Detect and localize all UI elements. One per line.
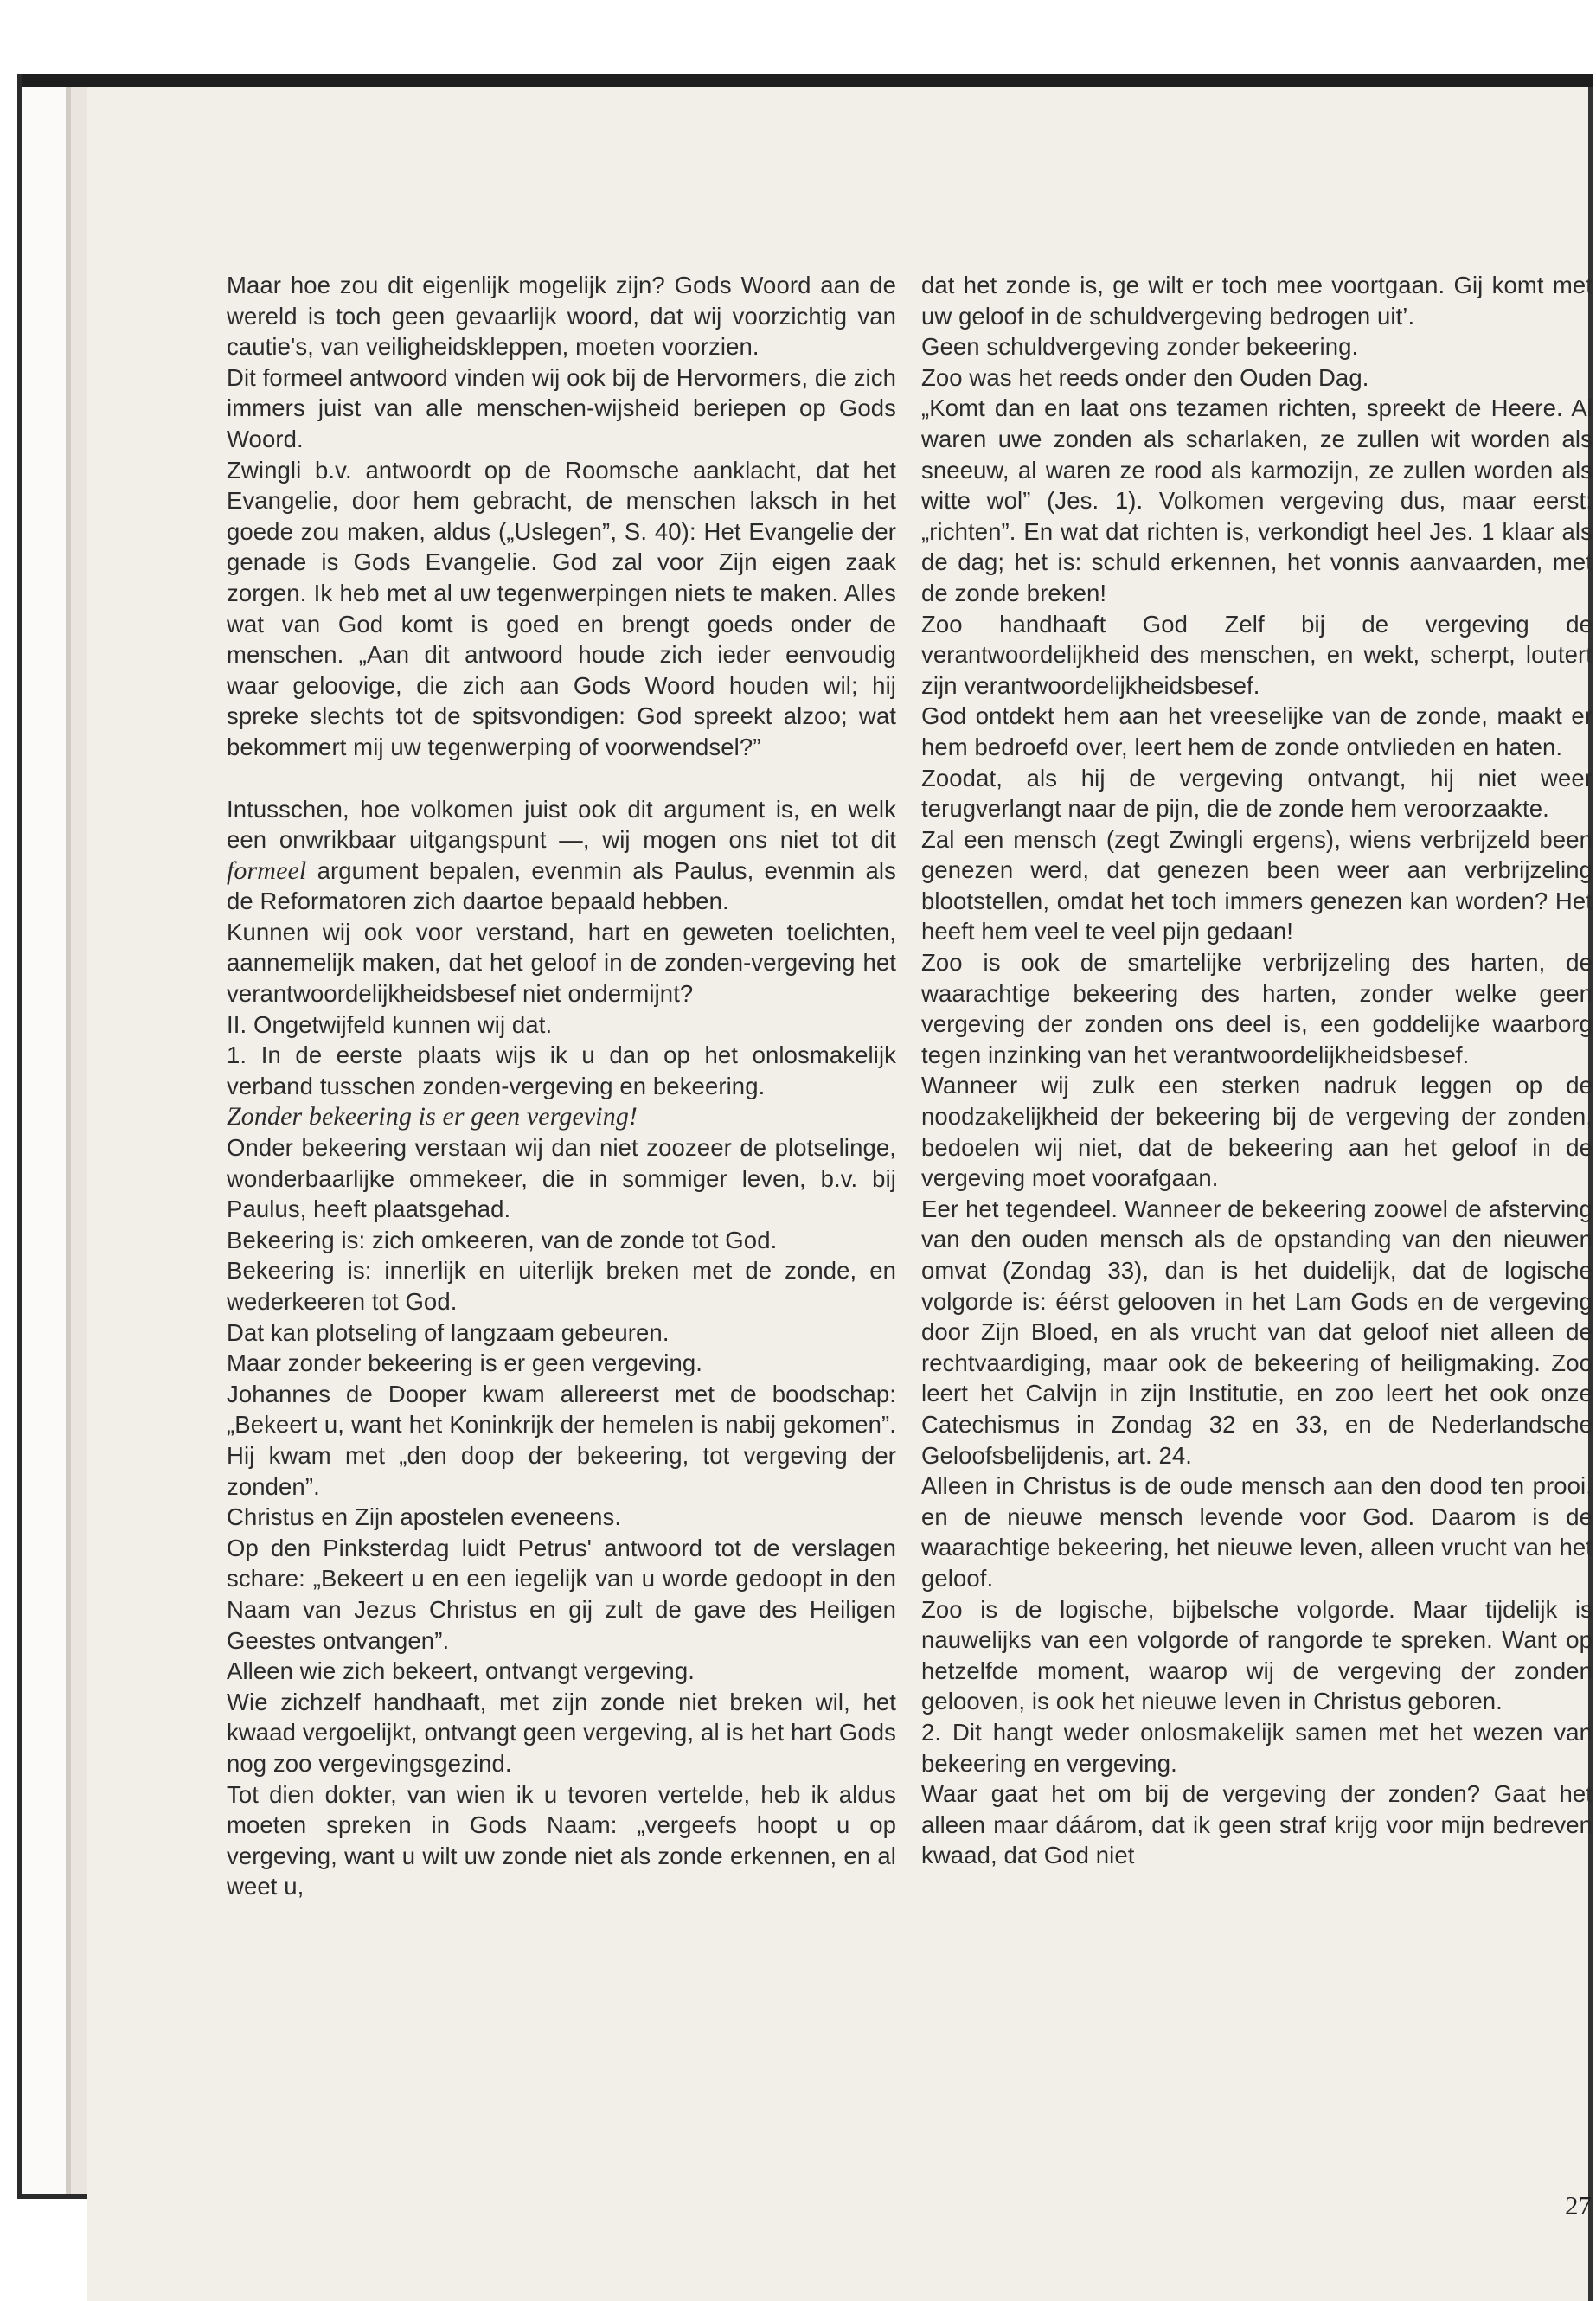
paragraph: Onder bekeering verstaan wij dan niet zoozeer de plotselinge, wonderbaarlijke ommekeer, die in sommiger leven, b.v. bij Paulus, heeft plaatsgehad. [227, 1134, 896, 1223]
page [87, 87, 1593, 2301]
paragraph: Bekeering is: innerlijk en uiterlijk breken met de zonde, en wederkeeren tot God. [227, 1257, 896, 1315]
paragraph: Alleen wie zich bekeert, ontvangt vergeving. [227, 1657, 695, 1685]
paragraph: 1. In de eerste plaats wijs ik u dan op het onlosmakelijk verband tusschen zonden-vergeving en bekeering. [227, 1042, 896, 1099]
paragraph: „Komt dan en laat ons tezamen richten, spreekt de Heere. Al waren uwe zonden als scharlaken, ze zullen wit worden als sneeuw, al waren ze rood als karmozijn, ze zullen worden als witte wol” (Jes. 1). Volkomen vergeving dus, maar eerst: „richten”. En wat dat richten is, verkondigt heel Jes. 1 klaar als de dag; het is: schuld erkennen, het vonnis aanvaarden, met de zonde breken! [921, 394, 1593, 606]
paragraph: Maar hoe zou dit eigenlijk mogelijk zijn? Gods Woord aan de wereld is toch geen gevaarlijk woord, dat wij voorzichtig van cautie's, van veiligheidskleppen, moeten voorzien. [227, 272, 896, 361]
page-number: 27 [1565, 2190, 1592, 2221]
right-column [921, 270, 1593, 1871]
left-column [227, 270, 896, 1902]
paragraph: Zoodat, als hij de vergeving ontvangt, hij niet weer terugverlangt naar de pijn, die de zonde hem veroorzaakte. [921, 764, 1593, 823]
emphasis-text: formeel [227, 856, 307, 885]
paragraph [227, 1101, 896, 1132]
paragraph: Geen schuldvergeving zonder bekeering. [921, 333, 1359, 361]
paragraph: Wie zichzelf handhaaft, met zijn zonde niet breken wil, het kwaad vergoelijkt, ontvangt geen vergeving, al is het hart Gods nog zoo vergevingsgezind. [227, 1688, 896, 1777]
paragraph: Wanneer wij zulk een sterken nadruk leggen op de noodzakelijkheid der bekeering bij de vergeving der zonden, bedoelen wij niet, dat de bekeering aan het geloof in de vergeving moet voorafgaan. [921, 1072, 1593, 1192]
paragraph: Alleen in Christus is de oude mensch aan den dood ten prooi, en de nieuwe mensch levende voor God. Daarom is de waarachtige bekeering, het nieuwe leven, alleen vrucht van het geloof. [921, 1472, 1593, 1592]
paragraph: Zoo is ook de smartelijke verbrijzeling des harten, de waarachtige bekeering des harten, zonder welke geen vergeving der zonden ons deel is, een goddelijke waarborg tegen inzinking van het verantwoordelijkheidsbesef. [921, 949, 1593, 1068]
paragraph: Tot dien dokter, van wien ik u tevoren vertelde, heb ik aldus moeten spreken in Gods Naam: „vergeefs hoopt u op vergeving, want u wilt uw zonde niet als zonde erkennen, en al weet u, [227, 1780, 896, 1900]
paragraph: 2. Dit hangt weder onlosmakelijk samen met het wezen van bekeering en vergeving. [921, 1718, 1593, 1777]
paragraph: Kunnen wij ook voor verstand, hart en geweten toelichten, aannemelijk maken, dat het geloof in de zonden-vergeving het verantwoordelijkheidsbesef niet ondermijnt? [227, 918, 896, 1008]
paragraph: Op den Pinksterdag luidt Petrus' antwoord tot de verslagen schare: „Bekeert u en een iegelijk van u worde gedoopt in den Naam van Jezus Christus en gij zult de gave des Heiligen Geestes ontvangen”. [227, 1534, 896, 1654]
paragraph: Bekeering is: zich omkeeren, van de zonde tot God. [227, 1226, 778, 1253]
paragraph [227, 794, 896, 917]
paragraph-text: argument bepalen, evenmin als Paulus, evenmin als de Reformatoren zich daartoe bepaald hebben. [227, 856, 896, 915]
paragraph: Zal een mensch (zegt Zwingli ergens), wiens verbrijzeld been genezen werd, dat genezen been weer aan verbrijzeling blootstellen, omdat het toch immers genezen kan worden? Het heeft hem veel te veel pijn gedaan! [921, 825, 1593, 945]
bottom-rule [17, 2194, 87, 2199]
paragraph: dat het zonde is, ge wilt er toch mee voortgaan. Gij komt met uw geloof in de schuldvergeving bedrogen uit’. [921, 272, 1593, 330]
paragraph: Maar zonder bekeering is er geen vergeving. [227, 1349, 703, 1377]
paragraph: Waar gaat het om bij de vergeving der zonden? Gaat het alleen maar dáárom, dat ik geen straf krijg voor mijn bedreven kwaad, dat God niet [921, 1780, 1593, 1869]
paragraph: Zoo handhaaft God Zelf bij de vergeving de verantwoordelijkheid des menschen, en wekt, scherpt, loutert zijn verantwoordelijkheidsbesef. [921, 610, 1593, 699]
top-rule [22, 74, 1593, 87]
paragraph: Zwingli b.v. antwoordt op de Roomsche aanklacht, dat het Evangelie, door hem gebracht, de menschen laksch in het goede zou maken, aldus („Uslegen”, S. 40): Het Evangelie der genade is Gods Evangelie. God zal voor Zijn eigen zaak zorgen. Ik heb met al uw tegenwerpingen niets te maken. Alles wat van God komt is goed en brengt goeds onder de menschen. „Aan dit antwoord houde zich ieder eenvoudig waar geloovige, die zich aan Gods Woord houden wil; hij spreke slechts tot de spitsvondigen: God spreekt alzoo; wat bekommert mij uw tegenwerping of voorwendsel?” [227, 456, 896, 760]
binding-edge [22, 87, 87, 2197]
paragraph: Dat kan plotseling of langzaam gebeuren. [227, 1318, 670, 1346]
paragraph-text: Intusschen, hoe volkomen juist ook dit argument is, en welk een onwrikbaar uitgangspunt —, wij mogen ons niet tot dit [227, 795, 896, 854]
paragraph: God ontdekt hem aan het vreeselijke van de zonde, maakt er hem bedroefd over, leert hem de zonde ontvlieden en haten. [921, 702, 1593, 760]
paragraph: Zoo was het reeds onder den Ouden Dag. [921, 363, 1369, 391]
paragraph: Christus en Zijn apostelen eveneens. [227, 1503, 622, 1531]
emphasis-text: Zonder bekeering is er geen vergeving! [227, 1102, 638, 1131]
paragraph: Dit formeel antwoord vinden wij ook bij de Hervormers, die zich immers juist van alle menschen-wijsheid beriepen op Gods Woord. [227, 363, 896, 452]
paragraph: Johannes de Dooper kwam allereerst met de boodschap: „Bekeert u, want het Koninkrijk der hemelen is nabij gekomen”. Hij kwam met „den doop der bekeering, tot vergeving der zonden”. [227, 1380, 896, 1500]
paragraph: Eer het tegendeel. Wanneer de bekeering zoowel de afsterving van den ouden mensch als de opstanding van den nieuwen omvat (Zondag 33), dan is het duidelijk, dat de logische volgorde is: éérst gelooven in het Lam Gods en de vergeving door Zijn Bloed, en als vrucht van dat geloof niet alleen de rechtvaardiging, maar ook de bekeering of heiligmaking. Zoo leert het Calvijn in zijn Institutie, en zoo leert het ook onze Catechismus in Zondag 32 en 33, en de Nederlandsche Geloofsbelijdenis, art. 24. [921, 1195, 1593, 1469]
paragraph: Zoo is de logische, bijbelsche volgorde. Maar tijdelijk is nauwelijks van een volgorde of rangorde te spreken. Want op hetzelfde moment, waarop wij de vergeving der zonden gelooven, is ook het nieuwe leven in Christus geboren. [921, 1595, 1593, 1715]
paragraph: II. Ongetwijfeld kunnen wij dat. [227, 1010, 553, 1038]
